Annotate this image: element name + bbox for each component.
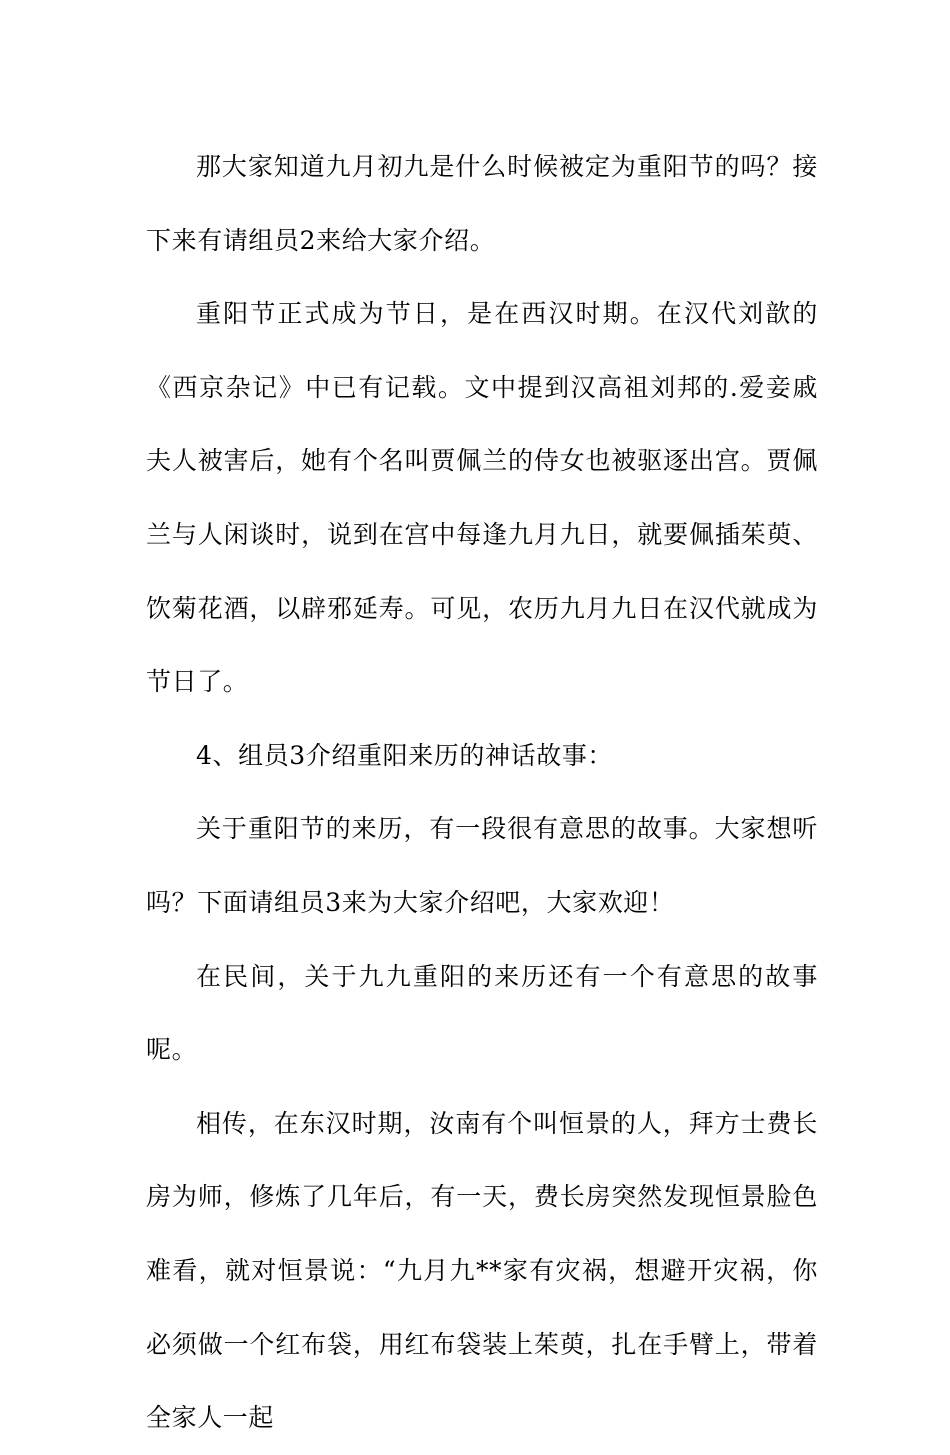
paragraph-6: 相传，在东汉时期，汝南有个叫恒景的人，拜方士费长房为师，修炼了几年后，有一天，费长房突然发现恒景脸色难看，就对恒景说：“九月九**家有灾祸，想避开灾祸，你必须做一个红布袋，用红布袋装上茱萸，扎在手臂上，带着全家人一起 xyxy=(146,1108,818,1433)
paragraph-3: 4、组员3介绍重阳来历的神话故事： xyxy=(196,740,614,770)
paragraph-1: 那大家知道九月初九是什么时候被定为重阳节的吗？接下来有请组员2来给大家介绍。 xyxy=(146,152,818,255)
paragraph-5: 在民间，关于九九重阳的来历还有一个有意思的故事呢。 xyxy=(146,961,818,1065)
paragraph-4: 关于重阳节的来历，有一段很有意思的故事。大家想听吗？下面请组员3来为大家介绍吧，大家欢迎！ xyxy=(146,814,818,917)
paragraph-2: 重阳节正式成为节日，是在西汉时期。在汉代刘歆的《西京杂记》中已有记载。文中提到汉高祖刘邦的.爱妾戚夫人被害后，她有个名叫贾佩兰的侍女也被驱逐出宫。贾佩兰与人闲谈时，说到在宫中每逢九月九日，就要佩插茱萸、饮菊花酒，以辟邪延寿。可见，农历九月九日在汉代就成为节日了。 xyxy=(146,299,818,697)
document-body xyxy=(146,130,818,1455)
